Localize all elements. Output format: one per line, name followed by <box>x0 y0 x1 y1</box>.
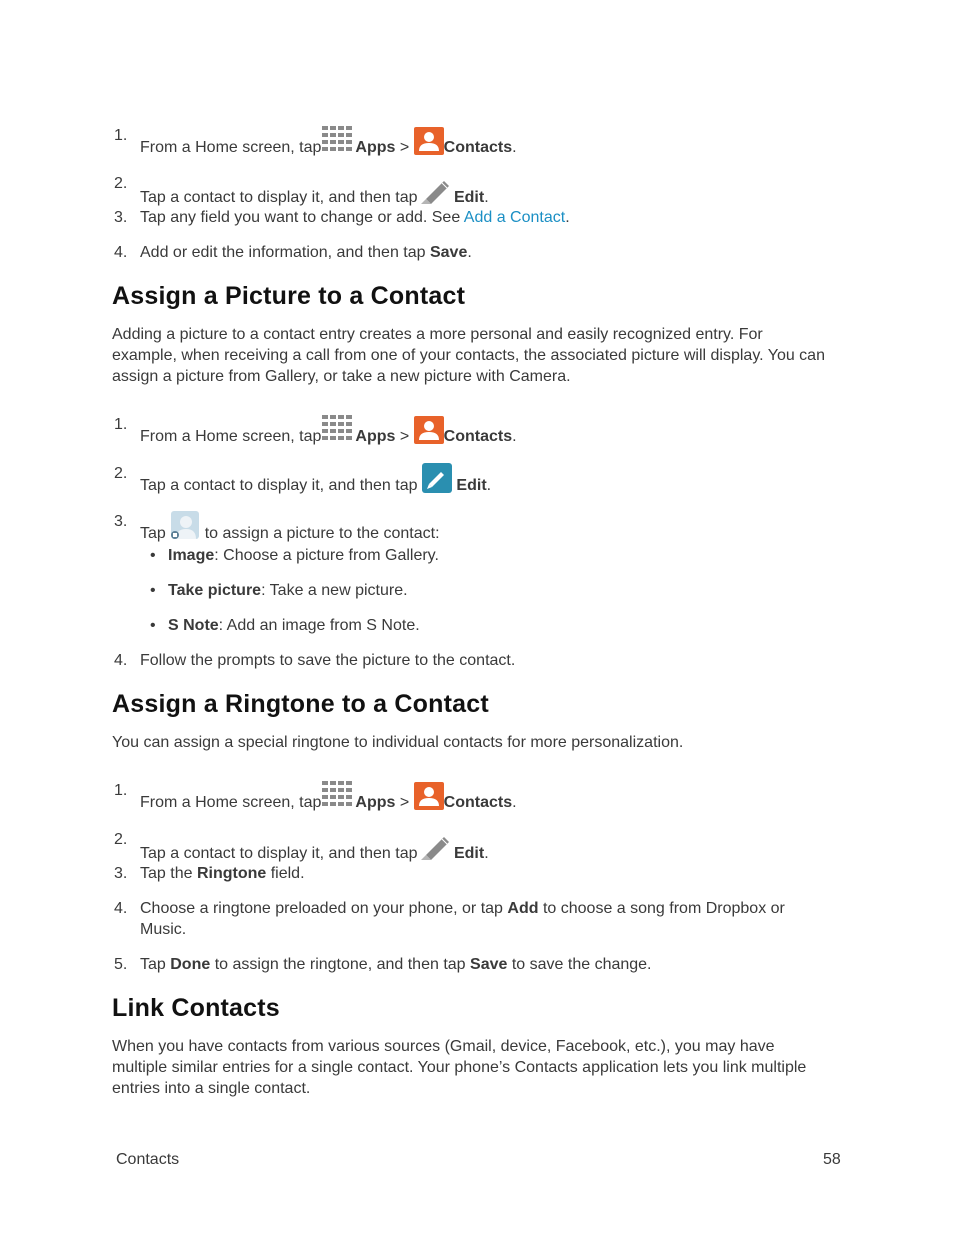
section-intro: You can assign a special ringtone to individual contacts for more personalization. <box>112 734 684 751</box>
section-intro: When you have contacts from various sources (Gmail, device, Facebook, etc.), you may have multiple similar entries for a single contact. Your phone’s Contacts application lets you link multiple entries into a single contact. <box>112 1038 807 1097</box>
step-text-post: . <box>467 244 472 261</box>
bold-term: Apps <box>355 794 396 811</box>
step-number: 2. <box>114 831 128 848</box>
apps-grid-icon <box>321 780 355 810</box>
step-text: Follow the prompts to save the picture to the contact. <box>140 652 516 669</box>
footer-section-name: Contacts <box>116 1151 180 1168</box>
bold-term: Contacts <box>443 428 513 445</box>
section-heading: Assign a Picture to a Contact <box>112 282 466 310</box>
step-text-post: to assign a picture to the contact: <box>204 525 440 542</box>
step-number: 3. <box>114 865 128 882</box>
contacts-icon <box>414 782 444 810</box>
step-number: 4. <box>114 900 128 917</box>
section-heading: Assign a Ringtone to a Contact <box>112 690 489 718</box>
bold-term: Save <box>429 244 468 261</box>
contacts-icon <box>414 416 444 444</box>
step-text-post: . <box>486 477 492 494</box>
step-text-post: . <box>565 209 570 226</box>
bold-term: Contacts <box>443 794 513 811</box>
separator: > <box>399 794 410 811</box>
bold-term: Apps <box>355 428 396 445</box>
step-text <box>140 173 830 208</box>
separator: > <box>399 139 410 156</box>
bullet-text <box>168 615 420 636</box>
step-text-mid: to assign the ringtone, and then tap <box>214 956 466 973</box>
step-number: 1. <box>114 416 128 433</box>
step-text <box>140 242 830 263</box>
section-intro: Adding a picture to a contact entry creates a more personal and easily recognized entry. For example, when receiving a call from one of your contacts, the associated picture will display. You can assign a picture from Gallery, or take a new picture with Camera. <box>112 326 825 385</box>
step-text-pre: Tap a contact to display it, and then tap <box>140 845 418 862</box>
step-text <box>140 207 830 228</box>
bold-term: Done <box>170 956 211 973</box>
bullet-text <box>168 580 408 601</box>
pencil-icon <box>418 173 450 205</box>
bold-term: Ringtone <box>196 865 267 882</box>
bold-term: S Note <box>168 617 219 634</box>
edit-icon <box>422 463 452 493</box>
step-text <box>140 898 830 940</box>
step-text-pre: From a Home screen, tap <box>140 139 322 156</box>
step-number: 4. <box>114 244 128 261</box>
step-text <box>140 780 830 813</box>
bold-term: Apps <box>355 139 396 156</box>
bullet-rest: : Choose a picture from Gallery. <box>214 547 439 564</box>
bullet-dot: • <box>150 617 156 634</box>
step-text-pre: Tap a contact to display it, and then tap <box>140 189 418 206</box>
bold-term: Save <box>470 956 508 973</box>
step-text-pre: From a Home screen, tap <box>140 794 322 811</box>
bullet-rest: : Take a new picture. <box>261 582 408 599</box>
step-text-pre: From a Home screen, tap <box>140 428 322 445</box>
step-text-post: field. <box>270 865 305 882</box>
step-text <box>140 954 830 975</box>
step-number: 1. <box>114 127 128 144</box>
bullet-text <box>168 545 439 566</box>
step-text-post: . <box>512 794 517 811</box>
bullet-dot: • <box>150 582 156 599</box>
step-text <box>140 829 830 864</box>
step-number: 3. <box>114 209 128 226</box>
section-heading: Link Contacts <box>112 994 280 1022</box>
bold-term: Edit <box>453 845 485 862</box>
step-text <box>140 463 830 496</box>
step-text-post: to save the change. <box>511 956 652 973</box>
step-text <box>140 125 830 158</box>
bold-term: Contacts <box>443 139 513 156</box>
bold-term: Edit <box>456 477 487 494</box>
apps-grid-icon <box>321 414 355 444</box>
step-text-post: . <box>484 189 489 206</box>
step-text-pre: Tap <box>140 956 166 973</box>
add-a-contact-link[interactable]: Add a Contact <box>463 209 566 226</box>
separator: > <box>399 428 410 445</box>
step-text-post: . <box>512 428 517 445</box>
step-text-pre: Tap the <box>140 865 193 882</box>
bullet-rest: : Add an image from S Note. <box>218 617 420 634</box>
bold-term: Edit <box>453 189 485 206</box>
step-text-pre: Add or edit the information, and then tap <box>140 244 426 261</box>
bold-term: Add <box>507 900 539 917</box>
pencil-icon <box>418 829 450 861</box>
step-text-pre: Tap any field you want to change or add. See <box>140 209 461 226</box>
step-text <box>140 511 830 544</box>
step-number: 3. <box>114 513 128 530</box>
step-number: 5. <box>114 956 128 973</box>
bullet-dot: • <box>150 547 156 564</box>
step-number: 1. <box>114 782 128 799</box>
apps-grid-icon <box>321 125 355 155</box>
step-text-post: . <box>484 845 489 862</box>
step-text-post: . <box>512 139 517 156</box>
step-text <box>140 863 830 884</box>
step-text <box>140 414 830 447</box>
step-number: 4. <box>114 652 128 669</box>
contact-photo-icon <box>170 511 200 541</box>
step-number: 2. <box>114 175 128 192</box>
step-text-pre: Tap a contact to display it, and then tap <box>140 477 418 494</box>
step-number: 2. <box>114 465 128 482</box>
bold-term: Image <box>168 547 215 564</box>
contacts-icon <box>414 127 444 155</box>
step-text-pre: Choose a ringtone preloaded on your phone, or tap <box>140 900 503 917</box>
step-text-post: to choose a song from Dropbox or Music. <box>140 900 785 938</box>
bold-term: Take picture <box>168 582 262 599</box>
page-number: 58 <box>823 1151 841 1168</box>
step-text-pre: Tap <box>140 525 166 542</box>
